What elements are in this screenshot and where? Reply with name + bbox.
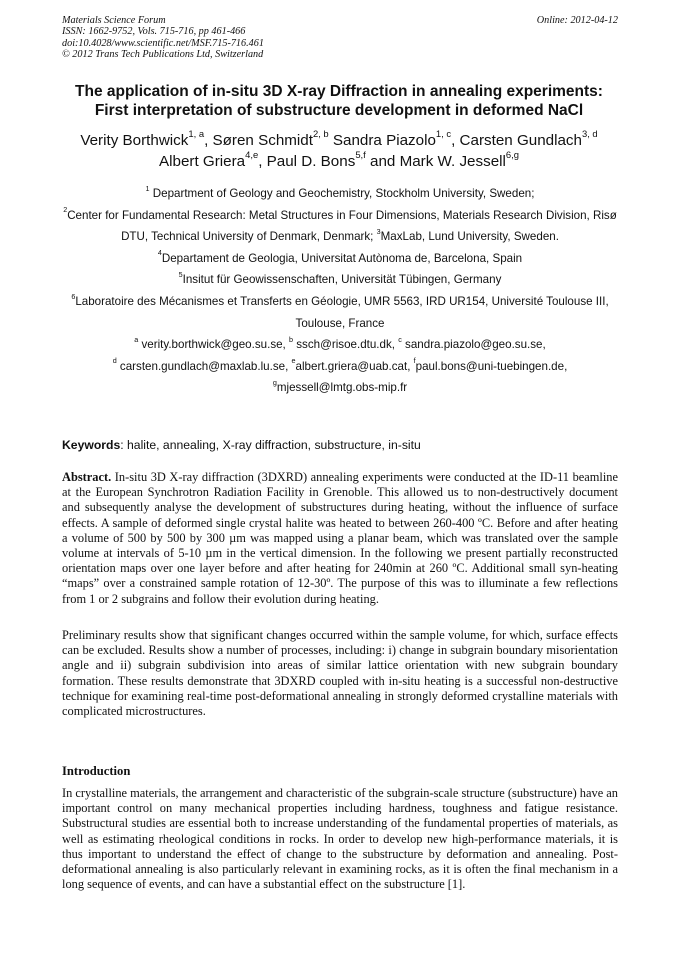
affil-sup: 4 [157,248,162,258]
emails-line-2 [62,356,618,378]
affiliation-5 [62,269,618,291]
author-sup: 5,f [355,149,366,161]
introduction-heading: Introduction [62,764,131,778]
affil-text: Insitut für Geowissenschaften, Universität Tübingen, Germany [182,273,502,287]
author-name: Mark W. Jessell [399,153,506,170]
affil-text: Department of Geology and Geochemistry, Stockholm University, Sweden; [149,187,535,200]
issn-line: ISSN: 1662-9752, Vols. 715-716, pp 461-466 [62,26,246,38]
copyright-line: © 2012 Trans Tech Publications Ltd, Switzerland [62,48,264,60]
title-line-1: The application of in-situ 3D X-ray Diffraction in annealing experiments: [75,83,603,100]
abstract-label: Abstract. [62,470,112,484]
preliminary-paragraph: Preliminary results show that significant changes occurred within the sample volume, for which, surface effects can be excluded. Results show a number of processes, including: i) change in subgrain boundary misorientation angle and ii) subgrain subdivision into areas of similar lattice orientation with new subgrain boundary formation. These results demonstrate that 3DXRD coupled with in-situ heating is a successful non-destructive technique for examining real-time post-deformational annealing in strongly deformed crystalline materials with complicated microstructures. [62,628,618,719]
paper-title [40,82,638,120]
email: carsten.gundlach@maxlab.lu.se, [116,359,292,373]
keywords-label: Keywords [62,438,121,452]
author-sup: 1, a [188,128,205,140]
email-sup: e [291,356,296,366]
author-separator: , [204,132,213,149]
affiliation-6 [62,291,618,334]
affiliation-2-3 [62,205,618,248]
affil-text: Departament de Geologia, Universitat Autònoma de, Barcelona, Spain [161,251,523,265]
keywords-text: : halite, annealing, X-ray diffraction, substructure, in-situ [120,438,421,452]
emails-line-1 [62,334,618,356]
author-line-2 [30,151,648,172]
affil-sup: 3 [376,226,381,236]
email: paul.bons@uni-tuebingen.de, [415,359,568,373]
author-name: Albert Griera [159,153,246,170]
doi-line: doi:10.4028/www.scientific.net/MSF.715-716.461 [62,37,264,49]
affil-sup: 5 [178,270,183,280]
email-sup: d [112,356,117,366]
author-name: Verity Borthwick [80,132,189,149]
author-list [30,130,648,172]
author-line-1 [30,130,648,151]
email-sup: c [398,334,402,344]
preliminary-results [62,628,618,719]
email-sup: f [413,356,416,366]
affil-sup: 2 [63,205,68,215]
abstract [62,470,618,607]
emails-line-3 [62,377,618,399]
affil-text: MaxLab, Lund University, Sweden. [380,230,559,244]
author-separator: , [258,153,267,170]
journal-name: Materials Science Forum [62,15,166,26]
author-sup: 1, c [435,128,452,140]
email: ssch@risoe.dtu.dk, [293,338,399,352]
email: verity.borthwick@geo.su.se, [138,338,290,352]
affil-sup: 1 [145,183,150,193]
affiliation-4 [62,248,618,270]
affiliations [62,183,618,399]
title-line-2: First interpretation of substructure development in deformed NaCl [94,102,584,119]
abstract-text: In-situ 3D X-ray diffraction (3DXRD) annealing experiments were conducted at the ID-11 beamline at the European Synchrotron Radiation Facility in Grenoble. This allowed us to non-destructively document and subsequently analyse the development of substructures during heating, without the influence of surface effects. A sample of deformed single crystal halite was heated to between 260-400 ºC. Before and after heating a volume of 500 by 500 by 300 µm was mapped using a planar beam, which was translated over the sample volume at intervals of 5-10 µm in the vertical dimension. In the following we present partially reconstructed orientation maps over one layer before and after heating for 240min at 260 ºC. Additional small syn-heating “maps” over a constrained sample rotation of 12-30º. The purpose of this was to illuminate a few reflections from 1 or 2 subgrains and follow their evolution during heating. [62,470,618,606]
abstract-paragraph [62,470,618,607]
email-sup: b [289,334,294,344]
email: sandra.piazolo@geo.su.se, [401,338,546,352]
author-name: Søren Schmidt [212,132,313,149]
email-sup: g [272,378,277,388]
online-date: Online: 2012-04-12 [536,15,618,26]
affiliation-1 [62,183,618,205]
author-name: Carsten Gundlach [459,132,582,149]
author-sup: 4,e [245,149,259,161]
keywords [62,438,618,453]
affil-text: Laboratoire des Mécanismes et Transferts en Géologie, UMR 5563, IRD UR154, Université Toulouse III, Toulouse, France [75,294,609,330]
affil-text: Center for Fundamental Research: Metal Structures in Four Dimensions, Materials Research Division, Risø DTU, Technical University of Denmark, Denmark; [67,208,617,244]
introduction [62,786,618,892]
email-sup: a [134,334,139,344]
introduction-paragraph: In crystalline materials, the arrangement and characteristic of the subgrain-scale structure (substructure) have an important control on many mechanical properties including hardness, toughness and fatigue resistance. Substructural studies are essential both to increase understanding of the fundamental properties of materials, as well as estimating rheological conditions in rocks. In order to develop new high-performance materials, it is thus important to understand the effect of change to the substructure by deformation and annealing. Post-deformational annealing is also particularly relevant in examining rocks, as it is often the final mechanism in a long sequence of events, and can have a substantial effect on the substructure [1]. [62,786,618,892]
author-name: Paul D. Bons [266,153,356,170]
journal-header [62,15,618,60]
author-sup: 3, d [581,128,598,140]
email: mjessell@lmtg.obs-mip.fr [276,381,408,395]
email: albert.griera@uab.cat, [295,359,414,373]
affil-sup: 6 [71,291,76,301]
author-separator: and [365,153,400,170]
author-sup: 2, b [312,128,329,140]
author-sup: 6,g [505,149,519,161]
author-name: Sandra Piazolo [332,132,436,149]
author-separator: , [451,132,460,149]
